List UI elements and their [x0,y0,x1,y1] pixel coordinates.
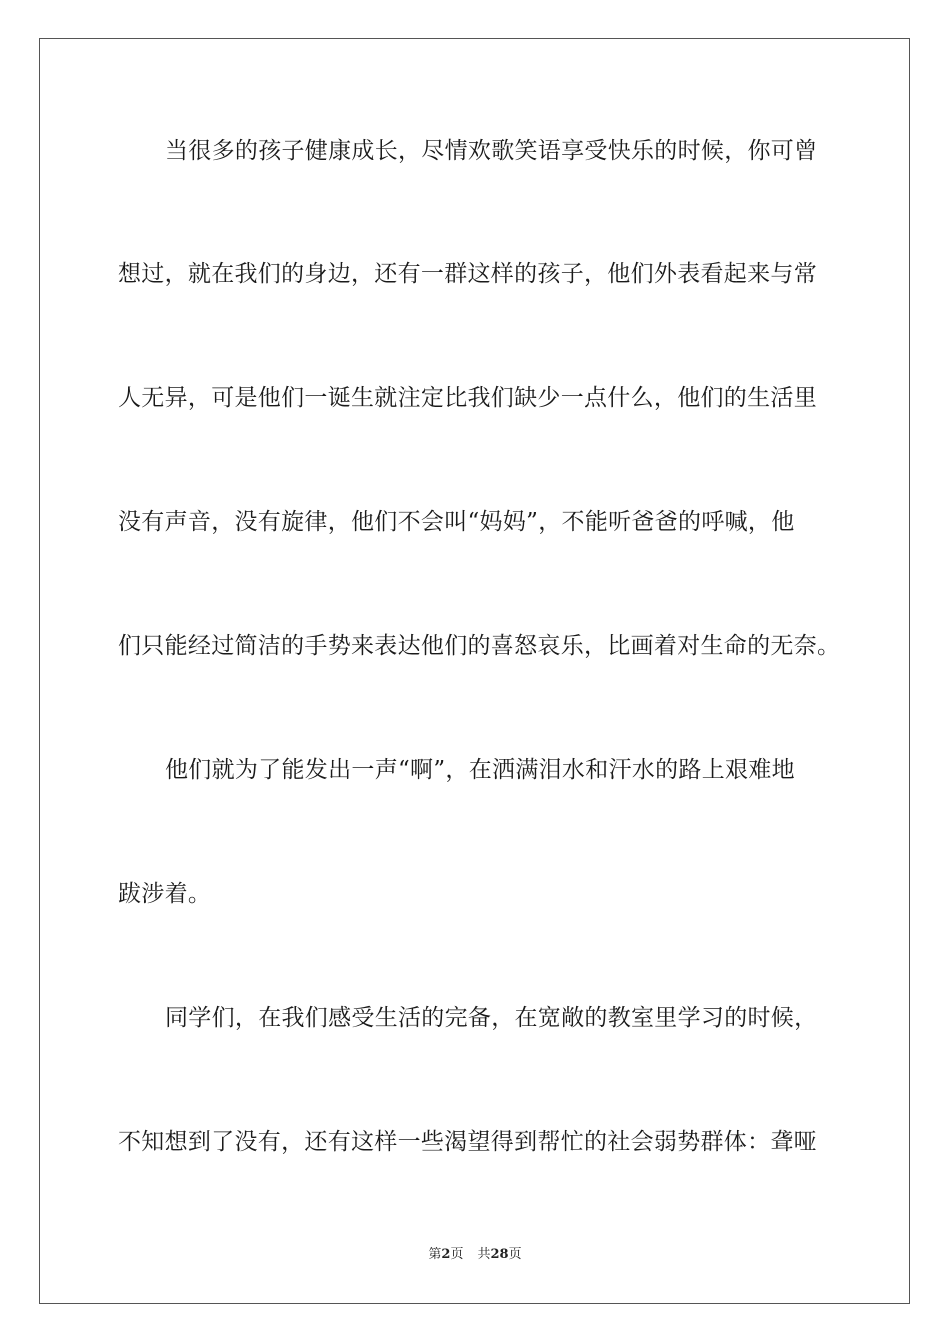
paragraph-1-line-3: 人无异，可是他们一诞生就注定比我们缺少一点什么，他们的生活里 [118,385,817,411]
footer-page-suffix: 页 [450,1247,464,1262]
footer-total-prefix: 共 [477,1247,491,1262]
page-footer [0,1246,950,1264]
footer-total-number: 28 [490,1247,509,1262]
paragraph-3-line-1: 同学们，在我们感受生活的完备，在宽敞的教室里学习的时候， [165,1005,818,1031]
footer-page-prefix: 第 [428,1247,442,1262]
paragraph-1-line-5: 们只能经过简洁的手势来表达他们的喜怒哀乐，比画着对生命的无奈。 [118,633,841,659]
paragraph-2-line-1: 他们就为了能发出一声“啊”，在洒满泪水和汗水的路上艰难地 [165,757,795,783]
paragraph-2-line-2: 跋涉着。 [118,881,212,907]
footer-page-number: 2 [441,1247,451,1262]
footer-total-suffix: 页 [508,1247,522,1262]
paragraph-3-line-2: 不知想到了没有，还有这样一些渴望得到帮忙的社会弱势群体：聋哑 [118,1129,817,1155]
paragraph-1-line-2: 想过，就在我们的身边，还有一群这样的孩子，他们外表看起来与常 [118,261,817,287]
paragraph-1-line-1: 当很多的孩子健康成长，尽情欢歌笑语享受快乐的时候，你可曾 [165,138,818,164]
paragraph-1-line-4: 没有声音，没有旋律，他们不会叫“妈妈”，不能听爸爸的呼喊，他 [118,509,795,535]
page-border [39,38,910,1304]
